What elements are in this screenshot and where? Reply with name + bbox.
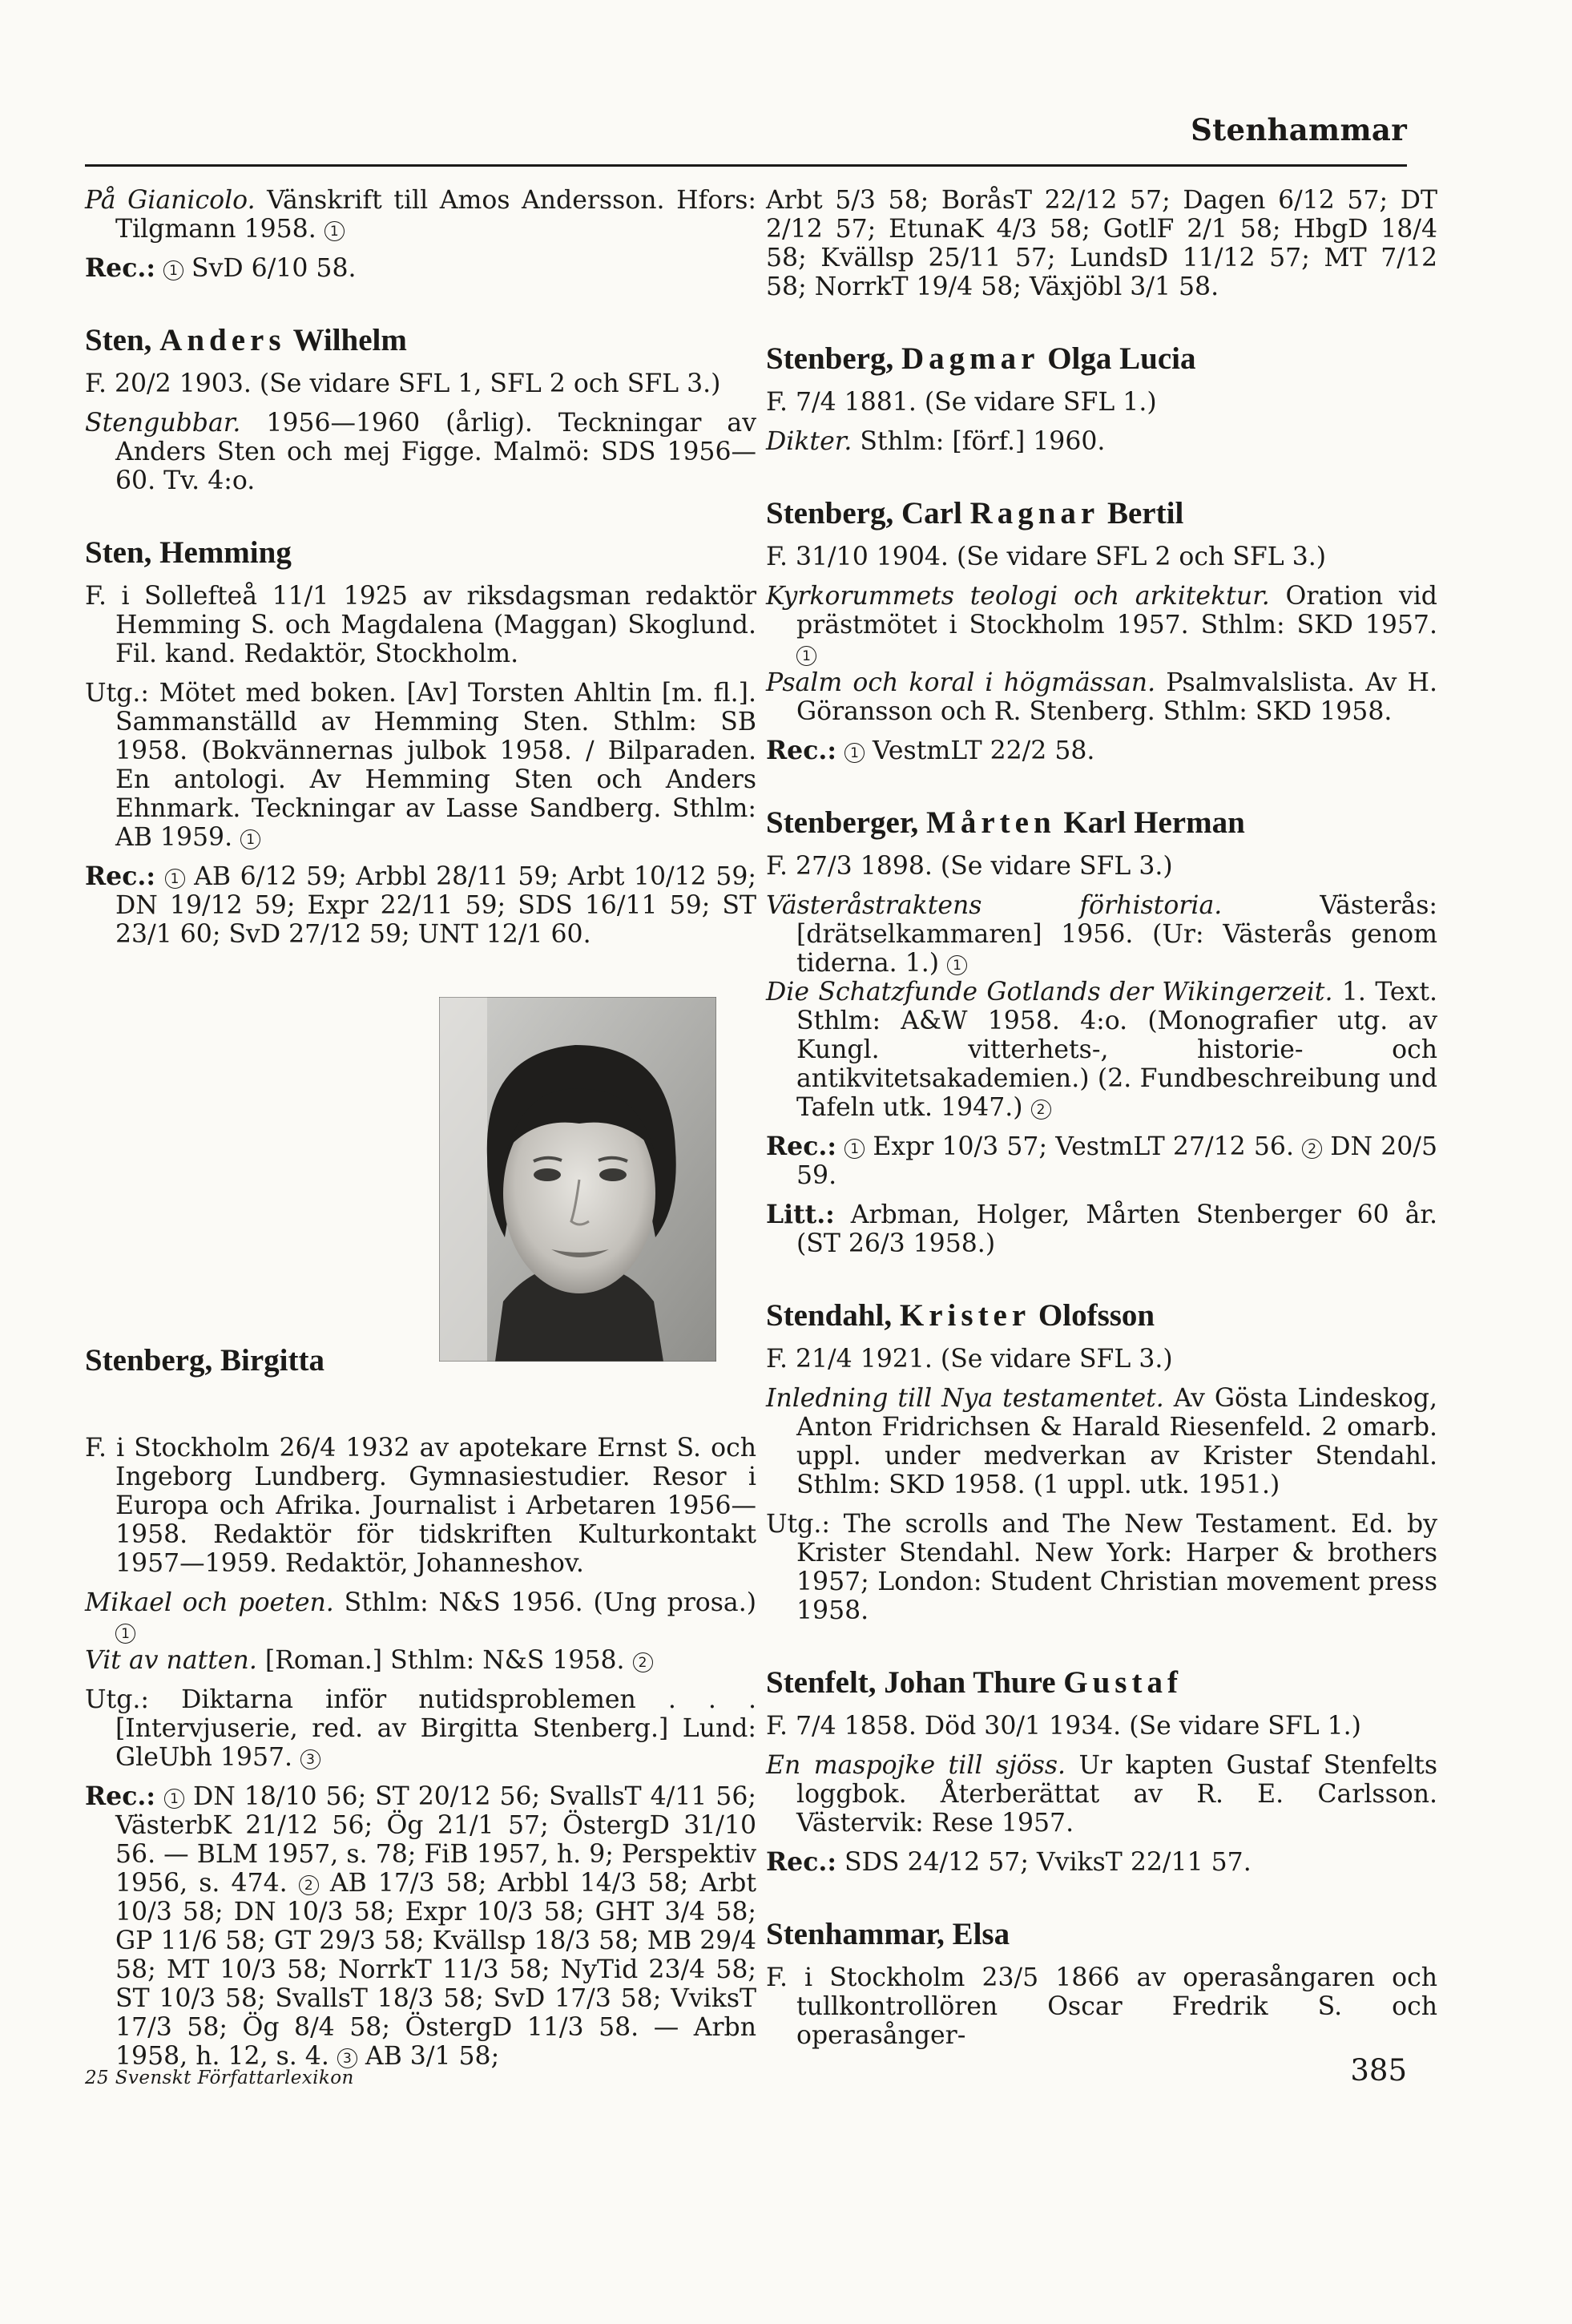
edition-mark: 1	[240, 829, 260, 849]
work-psalm-och-koral: Psalm och koral i högmässan. Psalmvalslista. Av H. Göransson och R. Stenberg. Sthlm: SKD 1958.	[766, 668, 1437, 726]
work-inledning: Inledning till Nya testamentet. Av Gösta Lindeskog, Anton Fridrichsen & Harald Riesenfeld. 2 omarb. uppl. under medverkan av Krister Stendahl. Sthlm: SKD 1958. (1 uppl. utk. 1951.)	[766, 1384, 1437, 1499]
edition-mark: 1	[165, 869, 185, 889]
born-stenberg-birgitta: F. i Stockholm 26/4 1932 av apotekare Ernst S. och Ingeborg Lundberg. Gymnasiestudier. Resor i Europa och Afrika. Journalist i Arbetaren 1956—1958. Redaktör för tidskriften Kulturkontakt 1957—1959. Redaktör, Johanneshov.	[85, 1434, 756, 1578]
edition-mark: 2	[1302, 1139, 1322, 1159]
heading-stendahl: Stendahl, Krister Olofsson	[766, 1298, 1155, 1333]
edition-mark: 1	[844, 1139, 865, 1159]
right-column	[766, 186, 1437, 2060]
born-stenberger: F. 27/3 1898. (Se vidare SFL 3.)	[766, 852, 1173, 881]
edition-mark: 3	[300, 1749, 320, 1769]
utg-stenberg-birgitta: Utg.: Diktarna inför nutidsproblemen . . . [Intervjuserie, red. av Birgitta Stenberg.] Lund: GleUbh 1957. 3	[85, 1685, 756, 1772]
born-stenberg-carl: F. 31/10 1904. (Se vidare SFL 2 och SFL 3.)	[766, 543, 1327, 571]
rec-continuation: Arbt 5/3 58; BoråsT 22/12 57; Dagen 6/12 57; DT 2/12 57; EtunaK 4/3 58; GotlF 2/1 58; HbgD 18/4 58; Kvällsp 25/11 57; LundsD 11/12 57; MT 7/12 58; NorrkT 19/4 58; Växjöbl 3/1 58.	[766, 186, 1437, 301]
birgitta-photo-row	[85, 997, 756, 1434]
work-title: På Gianicolo.	[85, 186, 256, 215]
utg-sten-hemming: Utg.: Mötet med boken. [Av] Torsten Ahltin [m. fl.]. Sammanställd av Hemming Sten. Sthlm: SB 1958. (Bokvännernas julbok 1958. / Bilparaden. En antologi. Av Hemming Sten och Anders Ehnmark. Teckningar av Lasse Sandberg. Sthlm: AB 1959. 1	[85, 679, 756, 852]
born-stenfelt: F. 7/4 1858. Död 30/1 1934. (Se vidare SFL 1.)	[766, 1712, 1361, 1741]
rec-gianicolo	[85, 254, 756, 283]
heading-stenfelt: Stenfelt, Johan Thure Gustaf	[766, 1665, 1183, 1700]
left-column	[85, 186, 756, 2081]
footer-signature: 25 Svenskt Författarlexikon	[85, 2068, 354, 2088]
page-number: 385	[1350, 2053, 1407, 2088]
rec-stenfelt: Rec.: SDS 24/12 57; VviksT 22/11 57.	[766, 1847, 1252, 1877]
rec-stenberg-carl: Rec.: 1 VestmLT 22/2 58.	[766, 736, 1095, 765]
heading-stenhammar: Stenhammar, Elsa	[766, 1917, 1010, 1951]
edition-mark: 1	[844, 743, 865, 763]
born-stenhammar: F. i Stockholm 23/5 1866 av operasångaren och tullkontrollören Oscar Fredrik S. och operasånger-	[766, 1963, 1437, 2050]
utg-stendahl: Utg.: The scrolls and The New Testament. Ed. by Krister Stendahl. New York: Harper & brothers 1957; London: Student Christian movement press 1958.	[766, 1510, 1437, 1625]
heading-stenberg-dagmar: Stenberg, Dagmar Olga Lucia	[766, 341, 1196, 376]
work-stengubbar: Stengubbar. 1956—1960 (årlig). Teckningar av Anders Sten och mej Figge. Malmö: SDS 1956—60. Tv. 4:o.	[85, 409, 756, 495]
born-stendahl: F. 21/4 1921. (Se vidare SFL 3.)	[766, 1345, 1173, 1374]
rec-label: Rec.:	[85, 253, 155, 283]
edition-mark: 1	[164, 1789, 184, 1809]
work-schatzfunde: Die Schatzfunde Gotlands der Wikingerzeit. 1. Text. Sthlm: A&W 1958. 4:o. (Monografier utg. av Kungl. vitterhets-, historie- och antikvitetsakademien.) (2. Fundbeschreibung und Tafeln utk. 1947.) 2	[766, 978, 1437, 1122]
work-vasterastraktens: Västeråstraktens förhistoria. Västerås: [drätselkammaren] 1956. (Ur: Västerås genom tiderna. 1.) 1	[766, 891, 1438, 978]
author-portrait-photo	[439, 997, 716, 1362]
edition-mark: 1	[324, 221, 345, 241]
edition-mark: 1	[796, 646, 816, 666]
heading-stenberger: Stenberger, Mårten Karl Herman	[766, 805, 1245, 840]
edition-mark: 1	[163, 260, 183, 280]
entry-gianicolo	[85, 186, 756, 244]
rec-text: SvD 6/10 58.	[183, 254, 357, 283]
rec-stenberger: Rec.: 1 Expr 10/3 57; VestmLT 27/12 56. 2 DN 20/5 59.	[766, 1132, 1437, 1190]
work-dikter: Dikter. Sthlm: [förf.] 1960.	[766, 427, 1106, 456]
born-sten-hemming: F. i Sollefteå 11/1 1925 av riksdagsman redaktör Hemming S. och Magdalena (Maggan) Skoglund. Fil. kand. Redaktör, Stockholm.	[85, 582, 756, 668]
edition-mark: 2	[633, 1652, 653, 1672]
heading-stenberg-birgitta: Stenberg, Birgitta	[85, 1343, 324, 1378]
edition-mark: 3	[337, 2048, 357, 2068]
born-sten-anders: F. 20/2 1903. (Se vidare SFL 1, SFL 2 och SFL 3.)	[85, 369, 721, 398]
work-maspojke: En maspojke till sjöss. Ur kapten Gustaf Stenfelts loggbok. Återberättat av R. E. Carlsson. Västervik: Rese 1957.	[766, 1751, 1437, 1838]
edition-mark: 2	[1031, 1099, 1051, 1120]
edition-mark: 1	[115, 1624, 135, 1644]
work-kyrkorummets: Kyrkorummets teologi och arkitektur. Oration vid prästmötet i Stockholm 1957. Sthlm: SKD 1957. 1	[766, 582, 1437, 664]
header-rule	[85, 164, 1407, 167]
rec-stenberg-birgitta: Rec.: 1 DN 18/10 56; ST 20/12 56; SvallsT 4/11 56; VästerbK 21/12 56; Ög 21/1 57; ÖstergD 31/10 56. — BLM 1957, s. 78; FiB 1957, h. 9; Perspektiv 1956, s. 474. 2 AB 17/3 58; Arbbl 14/3 58; Arbt 10/3 58; DN 10/3 58; Expr 10/3 58; GHT 3/4 58; GP 11/6 58; GT 29/3 58; Kvällsp 18/3 58; MB 29/4 58; MT 10/3 58; NorrkT 11/3 58; NyTid 23/4 58; ST 10/3 58; SvallsT 18/3 58; SvD 17/3 58; VviksT 17/3 58; Ög 8/4 58; ÖstergD 11/3 58. — Arbn 1958, h. 12, s. 4. 3 AB 3/1 58;	[85, 1781, 757, 2071]
work-vit-av-natten: Vit av natten. [Roman.] Sthlm: N&S 1958. 2	[85, 1646, 756, 1675]
work-text: Vänskrift till Amos Andersson. Hfors: Tilgmann 1958.	[115, 186, 756, 244]
heading-sten-hemming: Sten, Hemming	[85, 535, 292, 570]
work-mikael: Mikael och poeten. Sthlm: N&S 1956. (Ung prosa.) 1	[85, 1588, 756, 1642]
rec-sten-hemming: Rec.: 1 AB 6/12 59; Arbbl 28/11 59; Arbt 10/12 59; DN 19/12 59; Expr 22/11 59; SDS 16/11 59; ST 23/1 60; SvD 27/12 59; UNT 12/1 60.	[85, 861, 756, 949]
running-head: Stenhammar	[1191, 112, 1407, 147]
heading-sten-anders: Sten, Anders Wilhelm	[85, 323, 407, 357]
edition-mark: 2	[299, 1875, 319, 1895]
litt-stenberger: Litt.: Arbman, Holger, Mårten Stenberger 60 år. (ST 26/3 1958.)	[766, 1200, 1437, 1258]
edition-mark: 1	[947, 955, 967, 975]
born-stenberg-dagmar: F. 7/4 1881. (Se vidare SFL 1.)	[766, 388, 1157, 417]
heading-stenberg-carl: Stenberg, Carl Ragnar Bertil	[766, 496, 1184, 531]
